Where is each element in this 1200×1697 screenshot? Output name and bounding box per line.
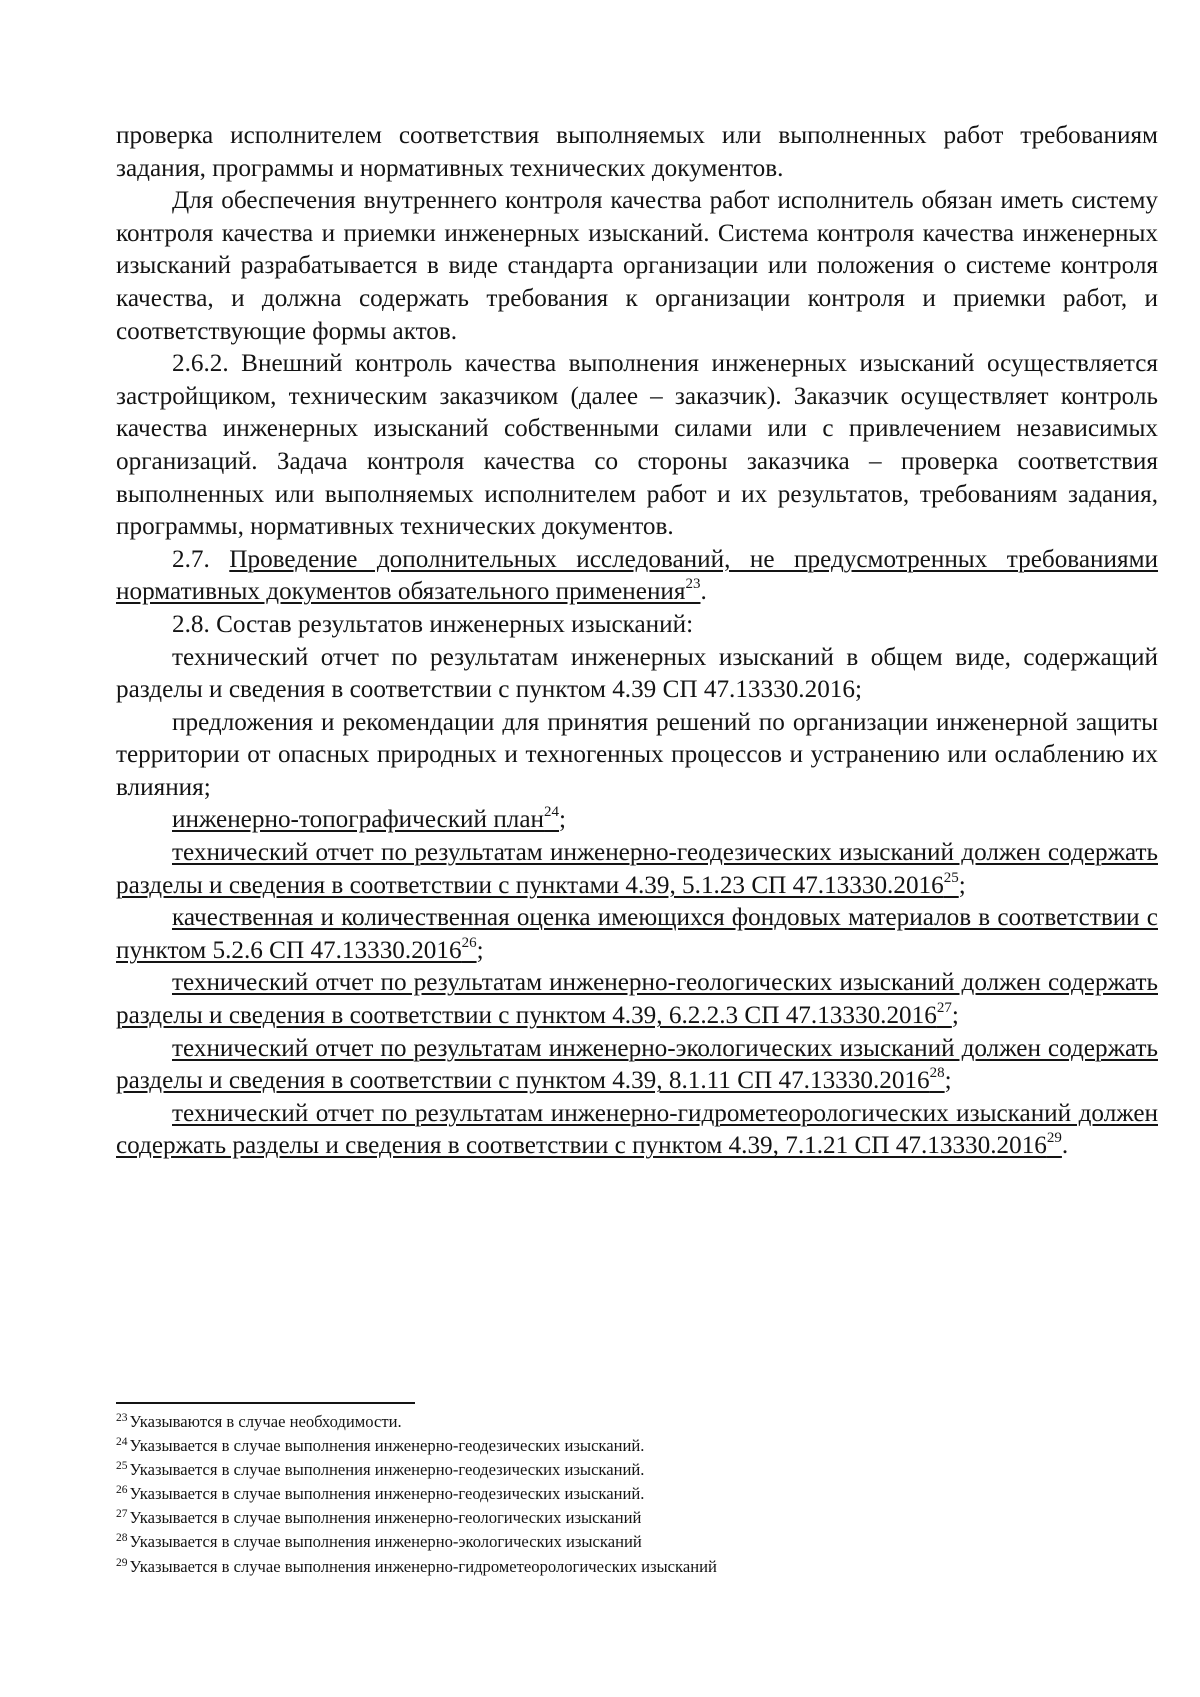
footnote-ref-24[interactable]: 24 (544, 804, 560, 821)
footnote-ref-25[interactable]: 25 (943, 869, 959, 886)
paragraph-internal-control: Для обеспечения внутреннего контроля качества работ исполнитель обязан иметь систему контроля качества и приемки инженерных изысканий. Система контроля качества инженерных изысканий разрабатывается в виде стандарта организации или положения о системе контроля качества, и должна содержать требования к организации контроля и приемки работ, и соответствующие формы актов. (116, 187, 1158, 345)
list-item-topographic-plan: инженерно-топографический план$^{24}$; (172, 804, 567, 834)
footnote-text: Указывается в случае выполнения инженерно-экологических изысканий (129, 1532, 642, 1552)
underlined-text: технический отчет по результатам инженерно-экологических изысканий должен содержать разделы и сведения в соответствии с пунктом 4.39, 8.1.11 СП 47.13330.2016$^{28}$ (116, 1034, 1158, 1095)
footnote (116, 1530, 1116, 1554)
document-body (116, 120, 1158, 1163)
underlined-text: инженерно-топографический план$^{24}$ (172, 804, 560, 834)
footnote-number: 27 (116, 1508, 128, 1521)
footnote (116, 1458, 1116, 1482)
footnote-text: Указывается в случае выполнения инженерно-гидрометеорологических изысканий (129, 1556, 717, 1576)
paragraph-2-7: 2.7. Проведение дополнительных исследований, не предусмотренных требованиями нормативных документов обязательного применения$^{23}$. (116, 545, 1159, 606)
underlined-text: технический отчет по результатам инженерно-геодезических изысканий должен содержать разделы и сведения в соответствии с пунктами 4.39, 5.1.23 СП 47.13330.2016$^{25}$ (116, 839, 1158, 899)
footnote (116, 1555, 1116, 1579)
list-item-hydrometeorological-report: технический отчет по результатам инженерно-гидрометеорологических изысканий должен содержать разделы и сведения в соответствии с пунктом 4.39, 7.1.21 СП 47.13330.2016$^{29}$. (116, 1099, 1158, 1160)
footnote-number: 28 (116, 1532, 128, 1545)
list-item-technical-report: технический отчет по результатам инженерных изысканий в общем виде, содержащий разделы и сведения в соответствии с пунктом 4.39 СП 47.13330.2016; (116, 643, 1158, 704)
list-item-geological-report: технический отчет по результатам инженерно-геологических изысканий должен содержать разделы и сведения в соответствии с пунктом 4.39, 6.2.2.3 СП 47.13330.2016$^{27}$; (116, 969, 1158, 1030)
list-item-geodetic-report: технический отчет по результатам инженерно-геодезических изысканий должен содержать разделы и сведения в соответствии с пунктами 4.39, 5.1.23 СП 47.13330.2016$^{25}$; (116, 839, 1158, 899)
paragraph-2-8: 2.8. Состав результатов инженерных изысканий: (172, 610, 694, 638)
list-item-ecological-report: технический отчет по результатам инженерно-экологических изысканий должен содержать разделы и сведения в соответствии с пунктом 4.39, 8.1.11 СП 47.13330.2016$^{28}$; (116, 1034, 1158, 1095)
underlined-text: качественная и количественная оценка имеющихся фондовых материалов в соответствии с пунктом 5.2.6 СП 47.13330.2016$^{26}$ (116, 904, 1158, 964)
footnote-ref-28[interactable]: 28 (929, 1065, 945, 1082)
paragraph-continuation: проверка исполнителем соответствия выполняемых или выполненных работ требованиям задания, программы и нормативных технических документов. (116, 122, 1158, 182)
footnote-text: Указываются в случае необходимости. (129, 1412, 402, 1431)
underlined-text: технический отчет по результатам инженерно-геологических изысканий должен содержать разделы и сведения в соответствии с пунктом 4.39, 6.2.2.3 СП 47.13330.2016$^{27}$ (116, 969, 1158, 1030)
footnote (116, 1410, 1116, 1434)
footnote-ref-29[interactable]: 29 (1046, 1130, 1062, 1147)
footnote-text: Указывается в случае выполнения инженерно-геодезических изысканий. (129, 1484, 645, 1504)
underlined-text: технический отчет по результатам инженерно-гидрометеорологических изысканий должен содержать разделы и сведения в соответствии с пунктом 4.39, 7.1.21 СП 47.13330.2016$^{29}$ (116, 1099, 1158, 1160)
footnote-separator (116, 1402, 415, 1404)
footnote (116, 1434, 1116, 1458)
footnote-number: 26 (116, 1484, 128, 1497)
footnote-number: 29 (116, 1556, 128, 1569)
footnote (116, 1506, 1116, 1530)
footnote-ref-26[interactable]: 26 (461, 934, 477, 951)
footnote (116, 1482, 1116, 1506)
paragraph-2-6-2: 2.6.2. Внешний контроль качества выполнения инженерных изысканий осуществляется застройщиком, техническим заказчиком (далее – заказчик). Заказчик осуществляет контроль качества инженерных изысканий собственными силами или с привлечением независимых организаций. Задача контроля качества со стороны заказчика – проверка соответствия выполненных или выполняемых исполнителем работ и их результатов, требованиям задания, программы, нормативных технических документов. (116, 350, 1158, 541)
footnote-text: Указывается в случае выполнения инженерно-геодезических изысканий. (129, 1460, 645, 1480)
footnote-ref-23[interactable]: 23 (685, 576, 701, 593)
footnote-number: 25 (116, 1460, 128, 1473)
footnote-text: Указывается в случае выполнения инженерно-геологических изысканий (129, 1508, 642, 1528)
footnote-text: Указывается в случае выполнения инженерно-геодезических изысканий. (129, 1436, 645, 1456)
footnote-number: 24 (116, 1436, 128, 1449)
footnotes (116, 1410, 1116, 1579)
list-item-proposals: предложения и рекомендации для принятия решений по организации инженерной защиты территории от опасных природных и техногенных процессов и устранению или ослаблению их влияния; (116, 708, 1158, 801)
underlined-text: Проведение дополнительных исследований, не предусмотренных требованиями нормативных документов обязательного применения$^{23}$ (116, 545, 1159, 606)
section-number: 2.7. (172, 545, 210, 573)
footnote-number: 23 (116, 1412, 128, 1424)
footnote-ref-27[interactable]: 27 (936, 1000, 952, 1017)
list-item-fund-materials: качественная и количественная оценка имеющихся фондовых материалов в соответствии с пунктом 5.2.6 СП 47.13330.2016$^{26}$; (116, 904, 1158, 964)
